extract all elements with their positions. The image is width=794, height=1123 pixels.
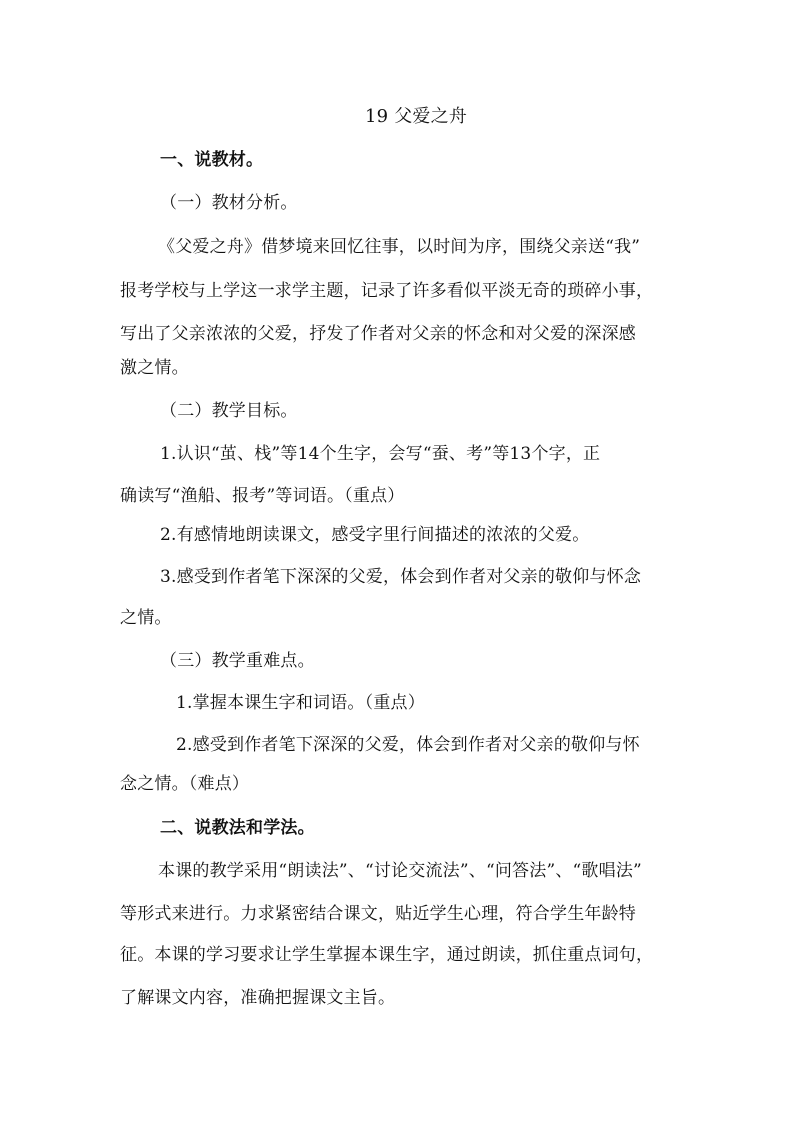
list-item-line: 2.有感情地朗读课文，感受字里行间描述的浓浓的父爱。 xyxy=(160,525,590,545)
list-item-line: 念之情。（难点） xyxy=(120,774,250,794)
paragraph-line: 《父爱之舟》借梦境来回忆往事，以时间为序，围绕父亲送“我” xyxy=(158,237,641,257)
document-title: 19 父爱之舟 xyxy=(365,106,468,127)
list-item-line: 之情。 xyxy=(120,608,172,628)
list-item-line: 1.认识“茧、栈”等14个生字，会写“蚕、考”等13个字，正 xyxy=(160,444,601,464)
subsection-heading: （二）教学目标。 xyxy=(160,401,298,421)
list-item-line: 确读写“渔船、报考”等词语。（重点） xyxy=(120,486,405,506)
paragraph-line: 报考学校与上学这一求学主题，记录了许多看似平淡无奇的琐碎小事， xyxy=(120,281,654,301)
list-item-line: 1.掌握本课生字和词语。（重点） xyxy=(176,693,425,713)
section-heading: 一、说教材。 xyxy=(160,150,264,170)
section-heading: 二、说教法和学法。 xyxy=(160,818,315,838)
paragraph-line: 征。本课的学习要求让学生掌握本课生字，通过朗读，抓住重点词句， xyxy=(120,945,654,965)
list-item-line: 3.感受到作者笔下深深的父爱，体会到作者对父亲的敬仰与怀念 xyxy=(160,567,642,587)
paragraph-line: 了解课文内容，准确把握课文主旨。 xyxy=(120,988,396,1008)
paragraph-line: 写出了父亲浓浓的父爱，抒发了作者对父亲的怀念和对父爱的深深感 xyxy=(120,324,636,344)
subsection-heading: （三）教学重难点。 xyxy=(160,651,315,671)
subsection-heading: （一）教材分析。 xyxy=(160,193,298,213)
list-item-line: 2.感受到作者笔下深深的父爱，体会到作者对父亲的敬仰与怀 xyxy=(176,735,640,755)
paragraph-line: 本课的教学采用“朗读法”、“讨论交流法”、“问答法”、“歌唱法” xyxy=(158,861,642,881)
paragraph-line: 激之情。 xyxy=(120,358,189,378)
paragraph-line: 等形式来进行。力求紧密结合课文，贴近学生心理，符合学生年龄特 xyxy=(120,904,636,924)
